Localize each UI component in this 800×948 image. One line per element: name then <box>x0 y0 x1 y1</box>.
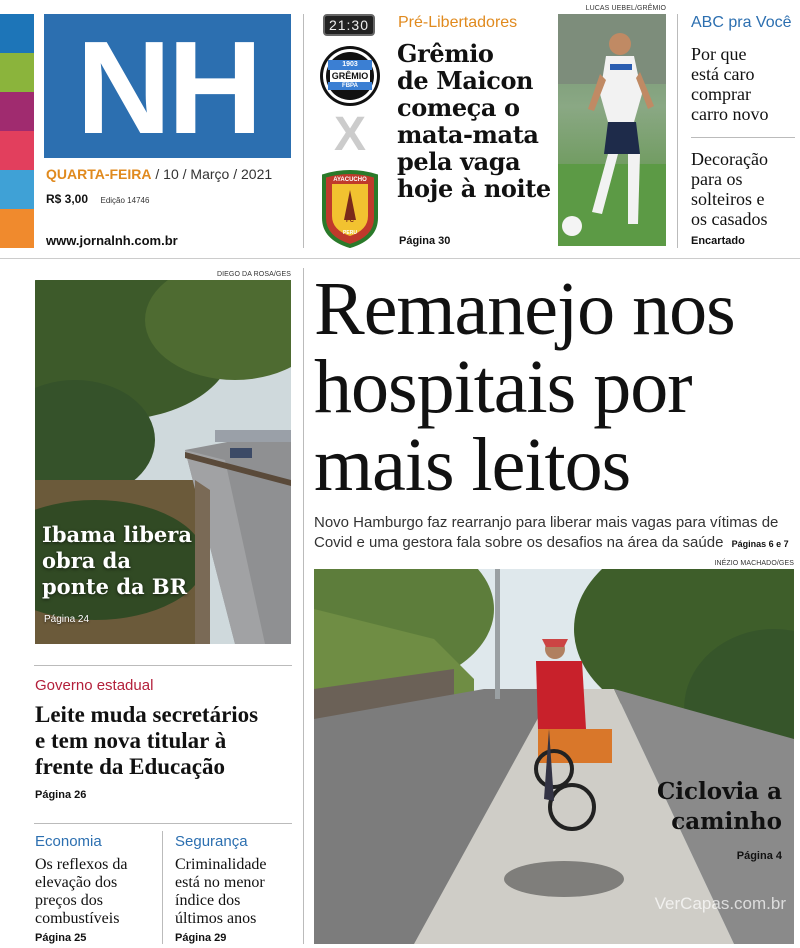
headline-line: de Maicon <box>397 66 534 95</box>
main-headline[interactable] <box>314 267 796 507</box>
governo-kicker: Governo estadual <box>35 677 154 694</box>
bike-lane-photo[interactable] <box>314 569 794 944</box>
bridge-photo[interactable] <box>35 280 291 644</box>
headline-line: hospitais por <box>314 345 692 429</box>
headline-line: está no menor <box>175 874 265 891</box>
abc-line: comprar <box>691 84 751 104</box>
ayacucho-badge-icon <box>318 168 382 248</box>
subheadline-line: Novo Hamburgo faz rearranjo para liberar mais vagas para vítimas de <box>314 514 779 531</box>
soccer-player-photo <box>558 14 666 246</box>
strip-block <box>0 209 34 248</box>
divider <box>303 14 304 248</box>
versus-mark: X <box>333 108 366 161</box>
divider <box>34 665 292 666</box>
seguranca-headline[interactable] <box>175 856 267 928</box>
headline-line: últimos anos <box>175 910 257 927</box>
caption-line: Ibama libera <box>42 522 192 547</box>
economia-headline[interactable] <box>35 856 127 928</box>
gremio-year: 1903 <box>342 61 358 68</box>
abc-line: para os <box>691 169 743 189</box>
headline-line: Leite muda secretários <box>35 702 259 727</box>
abc-line: carro novo <box>691 104 769 124</box>
bike-page-ref: Página 4 <box>736 850 782 862</box>
strip-block <box>0 14 34 53</box>
divider <box>0 258 800 259</box>
headline-line: preços dos <box>35 892 103 909</box>
abc-line: Decoração <box>691 149 768 169</box>
watermark: VerCapas.com.br <box>654 894 786 913</box>
masthead-date <box>46 166 272 182</box>
price: R$ 3,00 <box>46 192 89 206</box>
headline-line: Criminalidade <box>175 856 267 873</box>
caption-line: obra da <box>42 548 131 573</box>
ayacucho-name: AYACUCHO <box>333 177 367 183</box>
logo-text: NH <box>76 14 259 161</box>
sports-headline[interactable] <box>397 40 572 202</box>
gremio-name: GRÊMIO <box>331 71 369 81</box>
strip-block <box>0 131 34 170</box>
gremio-abbr: FBPA <box>342 83 358 89</box>
divider <box>34 823 292 824</box>
abc-kicker: ABC pra Você <box>691 14 792 31</box>
bike-caption <box>614 777 782 837</box>
headline-line: elevação dos <box>35 874 118 891</box>
masthead-price-row <box>46 190 149 208</box>
economia-kicker: Economia <box>35 833 102 850</box>
abc-item-2[interactable] <box>691 149 768 229</box>
insert-note: Encartado <box>691 235 745 247</box>
abc-line: está caro <box>691 64 755 84</box>
weekday: QUARTA-FEIRA <box>46 166 152 182</box>
headline-line: pela vaga <box>397 147 521 176</box>
date: / 10 / Março / 2021 <box>155 166 273 182</box>
match-time-text: 21:30 <box>328 17 370 33</box>
main-subheadline <box>314 513 798 554</box>
photo-credit: INÉZIO MACHADO/GES <box>714 560 794 567</box>
headline-line: frente da Educação <box>35 754 225 779</box>
strip-block <box>0 92 34 131</box>
economia-page-ref: Página 25 <box>35 932 87 944</box>
ayacucho-country: PERU <box>343 230 357 236</box>
website-link[interactable]: www.jornalnh.com.br <box>46 233 178 248</box>
seguranca-kicker: Segurança <box>175 833 248 850</box>
caption-line: Ciclovia a <box>656 778 782 805</box>
divider <box>303 268 304 944</box>
abc-line: Por que <box>691 44 747 64</box>
headline-line: mais leitos <box>314 423 631 507</box>
ayacucho-letters: FC <box>346 218 354 224</box>
color-strip <box>0 14 34 248</box>
bridge-caption <box>42 522 192 600</box>
headline-line: Grêmio <box>397 39 494 68</box>
headline-line: Remanejo nos <box>314 267 735 351</box>
divider <box>691 137 795 138</box>
governo-page-ref: Página 26 <box>35 789 87 801</box>
sports-page-ref: Página 30 <box>399 235 451 247</box>
masthead-logo[interactable] <box>44 14 291 161</box>
headline-line: mata-mata <box>397 120 539 149</box>
headline-line: Os reflexos da <box>35 856 128 873</box>
caption-line: caminho <box>671 808 782 835</box>
divider <box>162 831 163 944</box>
subheadline-line: Covid e uma gestora fala sobre os desafios na área da saúde <box>314 534 724 551</box>
abc-item-1[interactable] <box>691 44 768 124</box>
main-pages-ref: Páginas 6 e 7 <box>731 539 789 549</box>
strip-block <box>0 53 34 92</box>
headline-line: e tem nova titular à <box>35 728 227 753</box>
photo-credit: LUCAS UEBEL/GRÊMIO <box>585 5 666 12</box>
headline-line: começa o <box>397 93 520 122</box>
abc-line: os casados <box>691 209 768 229</box>
caption-line: ponte da BR <box>42 574 188 599</box>
gremio-badge-icon <box>318 44 382 108</box>
headline-line: índice dos <box>175 892 241 909</box>
governo-headline[interactable] <box>35 702 295 780</box>
headline-line: hoje à noite <box>397 174 551 203</box>
sports-kicker: Pré-Libertadores <box>398 14 518 31</box>
match-time <box>323 14 375 36</box>
abc-line: solteiros e <box>691 189 765 209</box>
divider <box>677 14 678 248</box>
edition: Edição 14746 <box>100 196 150 205</box>
bridge-page-ref: Página 24 <box>44 614 90 625</box>
strip-block <box>0 170 34 209</box>
headline-line: combustíveis <box>35 910 120 927</box>
seguranca-page-ref: Página 29 <box>175 932 227 944</box>
photo-credit: DIEGO DA ROSA/GES <box>216 271 291 278</box>
